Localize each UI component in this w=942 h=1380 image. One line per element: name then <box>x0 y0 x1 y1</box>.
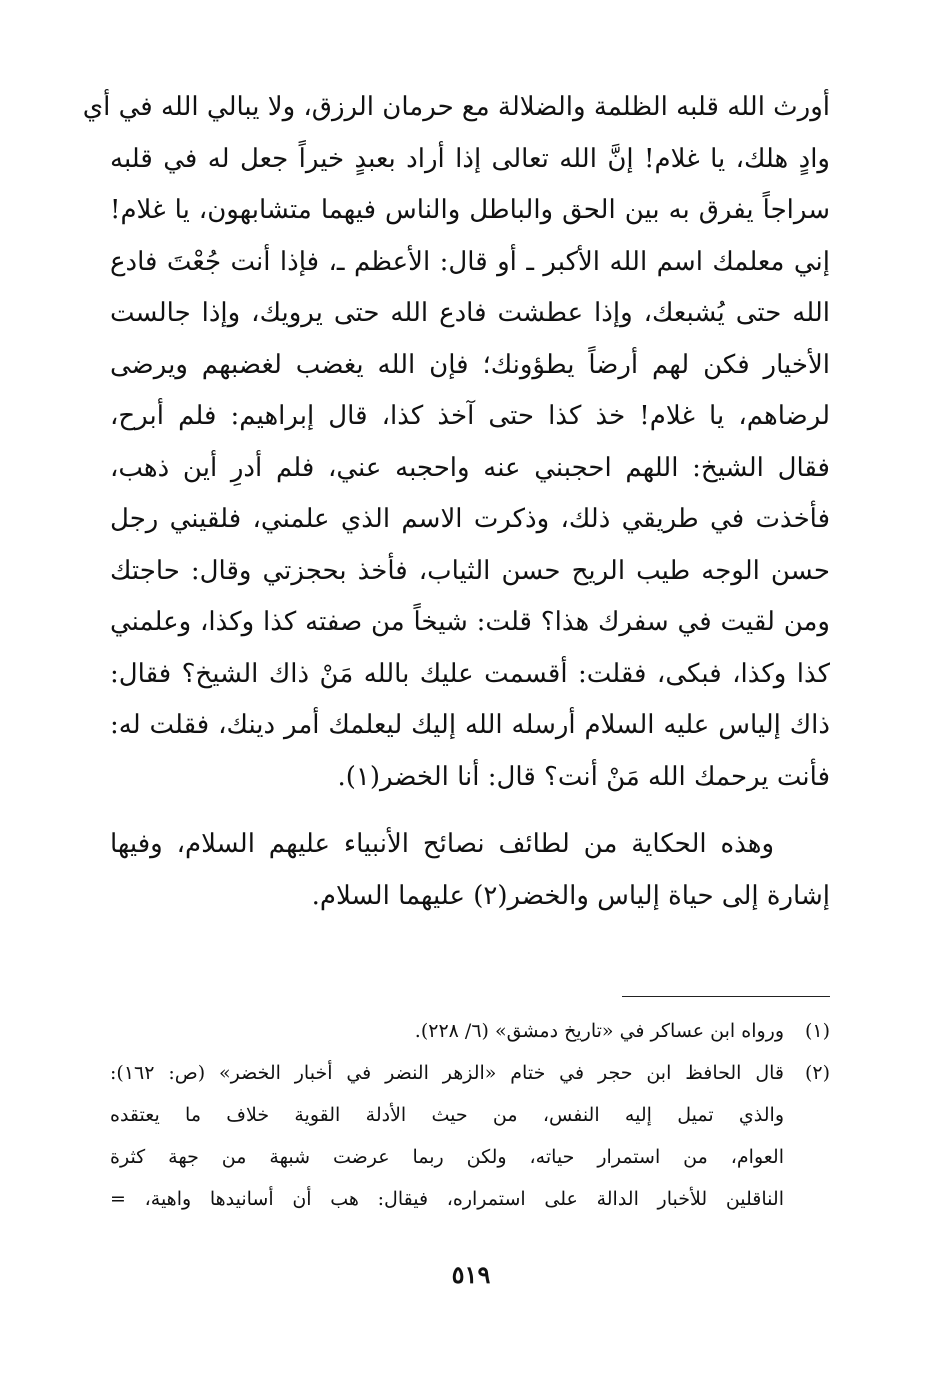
footnote-line: الناقلين للأخبار الدالة على استمراره، فيقال: هب أن أسانيدها واهية، = <box>110 1188 784 1210</box>
footnote-text <box>110 1010 784 1052</box>
footnote-line: قال الحافظ ابن حجر في ختام «الزهر النضر في أخبار الخضر» (ص: ١٦٢): <box>110 1062 784 1084</box>
footnote-1 <box>110 1010 830 1052</box>
text-line: إني معلمك اسم الله الأكبر ـ أو قال: الأعظم ـ، فإذا أنت جُعْتَ فادع <box>110 246 830 277</box>
footnote-line: العوام، من استمرار حياته، ولكن ربما عرضت شبهة من جهة كثرة <box>110 1146 784 1168</box>
page-number: ٥١٩ <box>451 1260 491 1289</box>
text-line: الأخيار فكن لهم أرضاً يطؤونك؛ فإن الله يغضب لغضبهم ويرضى <box>110 349 830 380</box>
text-line: وادٍ هلك، يا غلام! إنَّ الله تعالى إذا أراد بعبدٍ خيراً جعل له في قلبه <box>110 143 830 174</box>
text-line: لرضاهم، يا غلام! خذ كذا حتى آخذ كذا، قال إبراهيم: فلم أبرح، <box>110 401 830 431</box>
footnote-number: (٢) <box>804 1062 830 1084</box>
text-line: فأنت يرحمك الله مَنْ أنت؟ قال: أنا الخضر(١). <box>337 761 830 792</box>
text-line: كذا وكذا، فبكى، فقلت: أقسمت عليك بالله مَنْ ذاك الشيخ؟ فقال: <box>110 658 830 689</box>
paragraph-2 <box>110 819 830 922</box>
text-line: ذاك إلياس عليه السلام أرسله الله إليك ليعلمك أمر دينك، فقلت له: <box>110 710 830 740</box>
text-line: فأخذت في طريقي ذلك، وذكرت الاسم الذي علمني، فلقيني رجل <box>110 504 830 534</box>
footnote-text <box>110 1052 784 1220</box>
paragraph-1 <box>82 82 830 803</box>
text-line: إشارة إلى حياة إلياس والخضر(٢) عليهما السلام. <box>311 880 830 911</box>
text-line: فقال الشيخ: اللهم احجبني عنه واحجبه عني، فلم أدرِ أين ذهب، <box>110 452 830 483</box>
text-line: ومن لقيت في سفرك هذا؟ قلت: شيخاً من صفته كذا وكذا، وعلمني <box>110 607 830 637</box>
text-line: حسن الوجه طيب الريح حسن الثياب، فأخذ بحجزتي وقال: حاجتك <box>110 555 830 586</box>
text-line: أورث الله قلبه الظلمة والضلالة مع حرمان الرزق، ولا يبالي الله في أي <box>82 92 830 122</box>
text-line: الله حتى يُشبعك، وإذا عطشت فادع الله حتى يرويك، وإذا جالست <box>110 298 830 328</box>
footnotes <box>110 1010 830 1220</box>
page-body <box>82 82 830 922</box>
footnote-2 <box>110 1052 830 1220</box>
footnote-line: ورواه ابن عساكر في «تاريخ دمشق» (٦/ ٢٢٨). <box>414 1020 784 1042</box>
text-line: سراجاً يفرق به بين الحق والباطل والناس فيهما متشابهون، يا غلام! <box>110 195 830 225</box>
footnote-number: (١) <box>804 1020 830 1042</box>
footnote-line: والذي تميل إليه النفس، من حيث الأدلة القوية خلاف ما يعتقده <box>110 1104 784 1126</box>
footnote-separator <box>622 996 830 997</box>
text-line: وهذه الحكاية من لطائف نصائح الأنبياء عليهم السلام، وفيها <box>110 829 774 859</box>
